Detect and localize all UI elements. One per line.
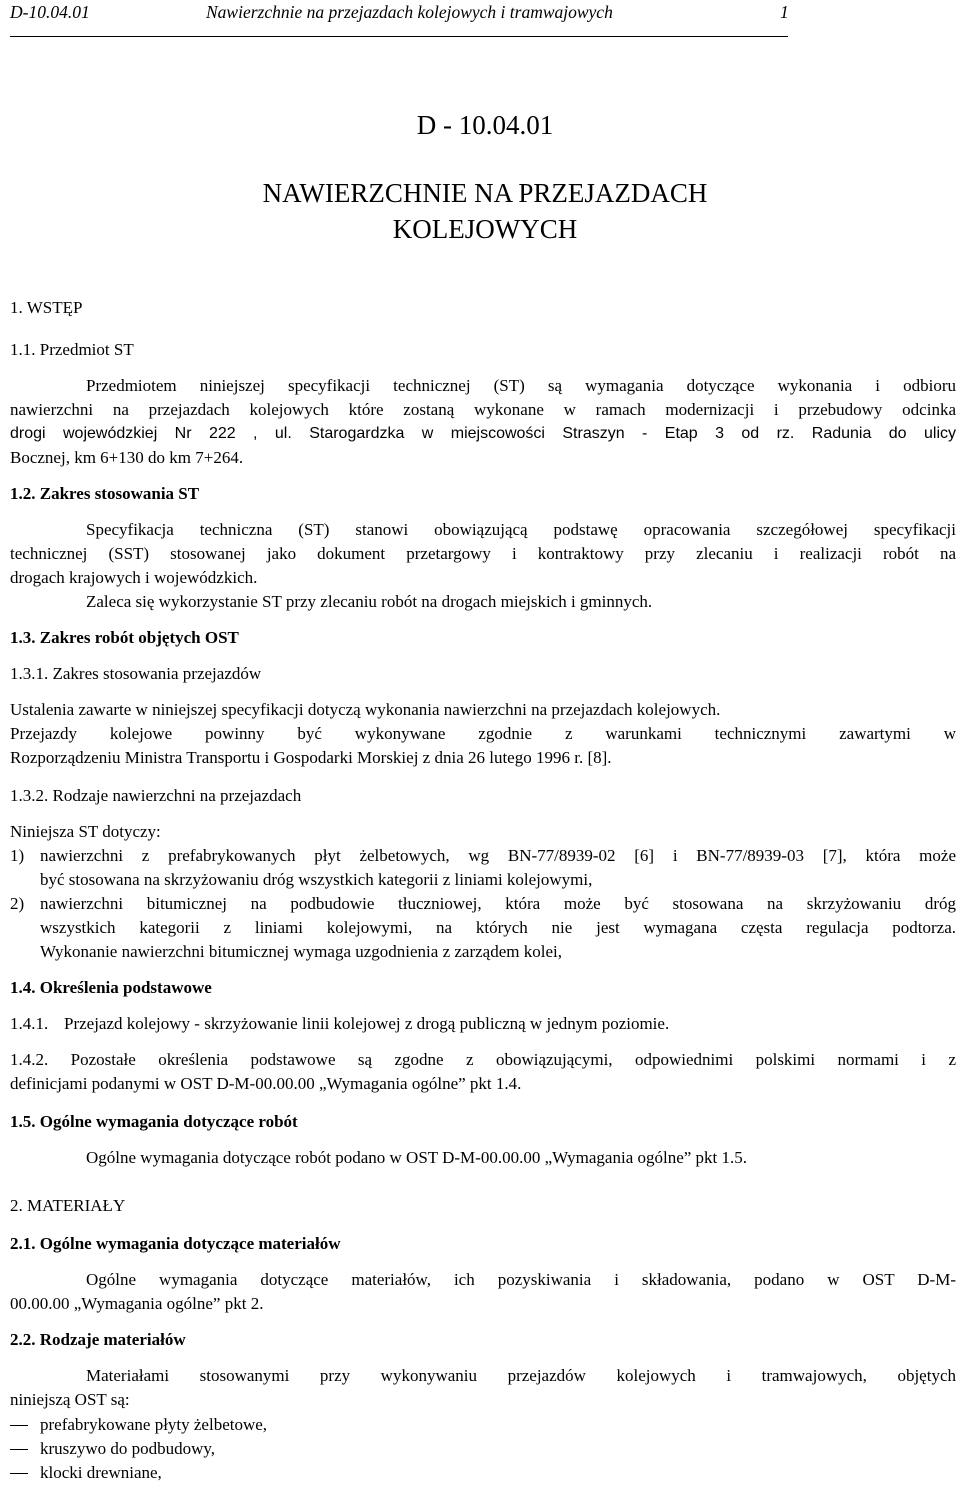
section-1-3-2-heading: 1.3.2. Rodzaje nawierzchni na przejazdach	[10, 786, 302, 805]
list-item-line: wszystkich kategorii z liniami kolejowymi, na których nie jest wymagana częsta regulacja podtorza.	[40, 918, 956, 937]
paragraph-line: Materiałami stosowanymi przy wykonywaniu przejazdów kolejowych i tramwajowych, objętych	[86, 1366, 956, 1385]
section-1-heading: 1. WSTĘP	[10, 298, 83, 317]
paragraph-line: definicjami podanymi w OST D-M-00.00.00 „Wymagania ogólne” pkt 1.4.	[10, 1074, 522, 1093]
paragraph-line: Przejazdy kolejowe powinny być wykonywane zgodnie z warunkami technicznymi zawartymi w	[10, 724, 956, 743]
section-2-heading: 2. MATERIAŁY	[10, 1196, 126, 1215]
list-item-number: 2)	[10, 894, 25, 913]
paragraph-line: nawierzchni na przejazdach kolejowych które zostaną wykonane w ramach modernizacji i przebudowy odcinka	[10, 400, 956, 419]
paragraph-line: Przedmiotem niniejszej specyfikacji technicznej (ST) są wymagania dotyczące wykonania i odbioru	[86, 376, 956, 395]
paragraph-line: Bocznej, km 6+130 do km 7+264.	[10, 448, 244, 467]
paragraph-line: 00.00.00 „Wymagania ogólne” pkt 2.	[10, 1294, 264, 1313]
paragraph-line: Zaleca się wykorzystanie ST przy zlecaniu robót na drogach miejskich i gminnych.	[86, 592, 653, 611]
paragraph-line: 1.4.2. Pozostałe określenia podstawowe są zgodne z obowiązującymi, odpowiednimi polskimi normami i z	[10, 1050, 956, 1069]
list-item-line: nawierzchni bitumicznej na podbudowie tłuczniowej, która może być stosowana na skrzyżowaniu dróg	[40, 894, 956, 913]
document-title-line-2: KOLEJOWYCH	[392, 214, 578, 244]
paragraph-line: drogi wojewódzkiej Nr 222 , ul. Starogardzka w miejscowości Straszyn - Etap 3 od rz. Radunia do ulicy	[10, 425, 956, 442]
page-header	[10, 0, 788, 37]
dash-bullet-icon	[10, 1473, 28, 1474]
paragraph-line: technicznej (SST) stosowanej jako dokument przetargowy i kontraktowy przy zlecaniu i realizacji robót na	[10, 544, 956, 563]
section-1-3-2-intro: Niniejsza ST dotyczy:	[10, 822, 161, 841]
section-2-2-heading: 2.2. Rodzaje materiałów	[10, 1330, 186, 1349]
paragraph-line: Ustalenia zawarte w niniejszej specyfikacji dotyczą wykonania nawierzchni na przejazdach kolejowych.	[10, 700, 721, 719]
paragraph-line: niniejszą OST są:	[10, 1390, 130, 1409]
paragraph-line: Specyfikacja techniczna (ST) stanowi obowiązującą podstawę opracowania szczegółowej specyfikacji	[86, 520, 956, 539]
section-2-1-heading: 2.1. Ogólne wymagania dotyczące materiałów	[10, 1234, 341, 1253]
section-1-5-text: Ogólne wymagania dotyczące robót podano w OST D-M-00.00.00 „Wymagania ogólne” pkt 1.5.	[86, 1148, 748, 1167]
section-1-4-heading: 1.4. Określenia podstawowe	[10, 978, 212, 997]
paragraph-line: Ogólne wymagania dotyczące materiałów, ich pozyskiwania i składowania, podano w OST D-M-	[86, 1270, 956, 1289]
section-1-5-heading: 1.5. Ogólne wymagania dotyczące robót	[10, 1112, 298, 1131]
document-title-line-1: NAWIERZCHNIE NA PRZEJAZDACH	[262, 178, 708, 208]
list-item-number: 1)	[10, 846, 25, 865]
list-item-line: być stosowana na skrzyżowaniu dróg wszystkich kategorii z liniami kolejowymi,	[40, 870, 593, 889]
dash-bullet-icon	[10, 1449, 28, 1450]
section-1-1-heading: 1.1. Przedmiot ST	[10, 340, 134, 359]
header-doc-title: Nawierzchnie na przejazdach kolejowych i tramwajowych	[206, 2, 613, 22]
list-item-line: Wykonanie nawierzchni bitumicznej wymaga uzgodnienia z zarządem kolei,	[40, 942, 562, 961]
paragraph-line: drogach krajowych i wojewódzkich.	[10, 568, 258, 587]
paragraph-line: Rozporządzeniu Ministra Transportu i Gospodarki Morskiej z dnia 26 lutego 1996 r. [8].	[10, 748, 612, 767]
list-item-text: klocki drewniane,	[40, 1463, 162, 1482]
section-1-4-1-number: 1.4.1.	[10, 1014, 49, 1033]
section-1-3-1-heading: 1.3.1. Zakres stosowania przejazdów	[10, 664, 262, 683]
header-doc-code: D-10.04.01	[10, 2, 90, 22]
header-page-number: 1	[780, 2, 789, 22]
list-item-text: kruszywo do podbudowy,	[40, 1439, 216, 1458]
document-code: D - 10.04.01	[416, 110, 554, 140]
list-item-line: nawierzchni z prefabrykowanych płyt żelbetowych, wg BN-77/8939-02 [6] i BN-77/8939-03 [7], która może	[40, 846, 956, 865]
section-1-2-heading: 1.2. Zakres stosowania ST	[10, 484, 200, 503]
dash-bullet-icon	[10, 1425, 28, 1426]
document-title	[0, 175, 960, 247]
section-1-4-1-text: Przejazd kolejowy - skrzyżowanie linii kolejowej z drogą publiczną w jednym poziomie.	[64, 1014, 670, 1033]
list-item-text: prefabrykowane płyty żelbetowe,	[40, 1415, 268, 1434]
section-1-3-heading: 1.3. Zakres robót objętych OST	[10, 628, 239, 647]
